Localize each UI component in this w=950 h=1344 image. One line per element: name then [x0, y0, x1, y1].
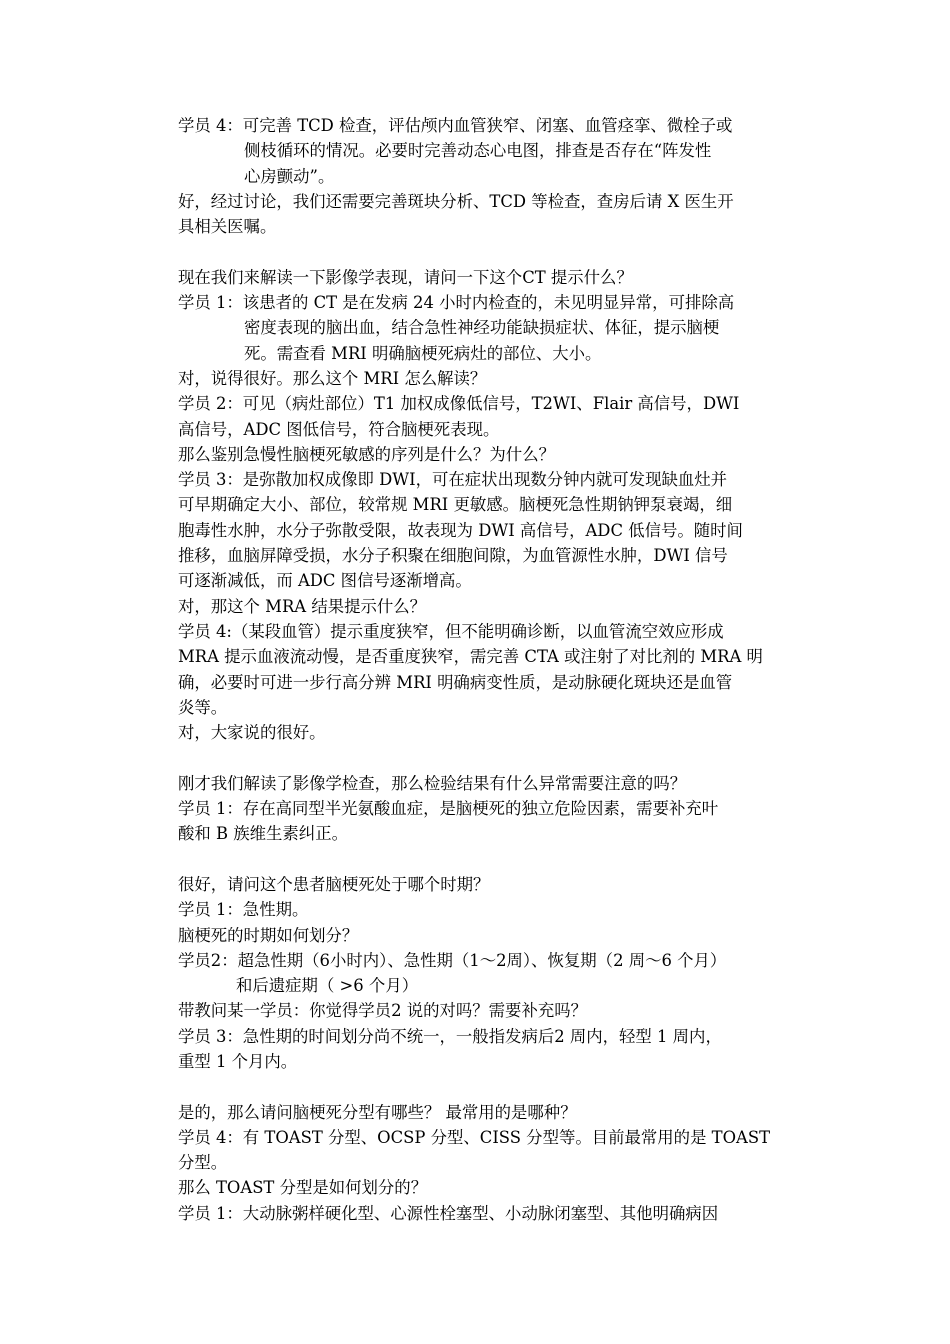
text-line: 现在我们来解读一下影像学表现，请问一下这个CT 提示什么？	[178, 267, 633, 287]
blank-line	[178, 847, 810, 872]
text-line: 高信号，ADC 图低信号，符合脑梗死表现。	[178, 419, 500, 439]
text-line: 那么鉴别急慢性脑梗死敏感的序列是什么？为什么？	[178, 444, 555, 464]
text-line: MRA 提示血液流动慢，是否重度狭窄，需完善 CTA 或注射了对比剂的 MRA 明	[178, 647, 763, 667]
text-line: 学员 1：存在高同型半光氨酸血症，是脑梗死的独立危险因素，需要补充叶	[178, 799, 719, 819]
text-line: 对，大家说的很好。	[178, 723, 326, 743]
text-line: 刚才我们解读了影像学检查，那么检验结果有什么异常需要注意的吗？	[178, 773, 687, 793]
text-line: 心房颤动”。	[244, 166, 335, 186]
text-line: 胞毒性水肿，水分子弥散受限，故表现为 DWI 高信号，ADC 低信号。随时间	[178, 520, 743, 540]
text-line: 学员 1：大动脉粥样硬化型、心源性栓塞型、小动脉闭塞型、其他明确病因	[178, 1203, 719, 1223]
text-line: 脑梗死的时期如何划分？	[178, 925, 359, 945]
text-line: 是的，那么请问脑梗死分型有哪些？ 最常用的是哪种？	[178, 1102, 577, 1122]
text-line: 那么 TOAST 分型是如何划分的？	[178, 1178, 428, 1198]
text-line: 学员 3：急性期的时间划分尚不统一，一般指发病后2 周内，轻型 1 周内，	[178, 1026, 722, 1046]
text-line: 学员 1：急性期。	[178, 900, 309, 920]
text-line: 对，那这个 MRA 结果提示什么？	[178, 596, 427, 616]
text-line: 学员 4:（某段血管）提示重度狭窄，但不能明确诊断，以血管流空效应形成	[178, 621, 724, 641]
text-line: 确，必要时可进一步行高分辨 MRI 明确病变性质，是动脉硬化斑块还是血管	[178, 672, 733, 692]
blank-line	[178, 745, 810, 770]
text-line: 死。需查看 MRI 明确脑梗死病灶的部位、大小。	[244, 343, 602, 363]
text-line: 炎等。	[178, 697, 228, 717]
blank-line	[178, 239, 810, 264]
text-line: 和后遗症期（ >6 个月）	[236, 976, 419, 996]
text-line: 侧枝循环的情况。必要时完善动态心电图，排查是否存在“阵发性	[244, 141, 712, 161]
text-line: 可逐渐减低，而 ADC 图信号逐渐增高。	[178, 571, 472, 591]
text-line: 学员 4：有 TOAST 分型、OCSP 分型、CISS 分型等。目前最常用的是 TOAST	[178, 1127, 771, 1147]
text-line: 可早期确定大小、部位，较常规 MRI 更敏感。脑梗死急性期钠钾泵衰竭，细	[178, 495, 733, 515]
blank-line	[178, 1074, 810, 1099]
text-line: 具相关医嘱。	[178, 217, 277, 237]
text-line: 很好，请问这个患者脑梗死处于哪个时期？	[178, 874, 490, 894]
text-line: 重型 1 个月内。	[178, 1051, 298, 1071]
document-page	[178, 113, 810, 1226]
text-line: 学员 1：该患者的 CT 是在发病 24 小时内检查的，未见明显异常，可排除高	[178, 293, 735, 313]
text-line: 酸和 B 族维生素纠正。	[178, 824, 348, 844]
text-line: 学员2：超急性期（6小时内）、急性期（1～2周）、恢复期（2 周～6 个月）	[178, 950, 727, 970]
text-line: 学员 2：可见（病灶部位）T1 加权成像低信号，T2WI、Flair 高信号，DWI	[178, 394, 740, 414]
text-line: 学员 3：是弥散加权成像即 DWI，可在症状出现数分钟内就可发现缺血灶并	[178, 470, 728, 490]
text-line: 密度表现的脑出血，结合急性神经功能缺损症状、体征，提示脑梗	[244, 318, 720, 338]
text-line: 分型。	[178, 1153, 228, 1173]
text-line: 好，经过讨论，我们还需要完善斑块分析、TCD 等检查，查房后请 X 医生开	[178, 191, 734, 211]
text-line: 学员 4：可完善 TCD 检查，评估颅内血管狭窄、闭塞、血管痉挛、微栓子或	[178, 116, 733, 135]
text-line: 带教问某一学员：你觉得学员2 说的对吗？需要补充吗？	[178, 1001, 588, 1021]
text-line: 对，说得很好。那么这个 MRI 怎么解读？	[178, 368, 487, 388]
text-line: 推移，血脑屏障受损，水分子积聚在细胞间隙，为血管源性水肿，DWI 信号	[178, 546, 728, 566]
